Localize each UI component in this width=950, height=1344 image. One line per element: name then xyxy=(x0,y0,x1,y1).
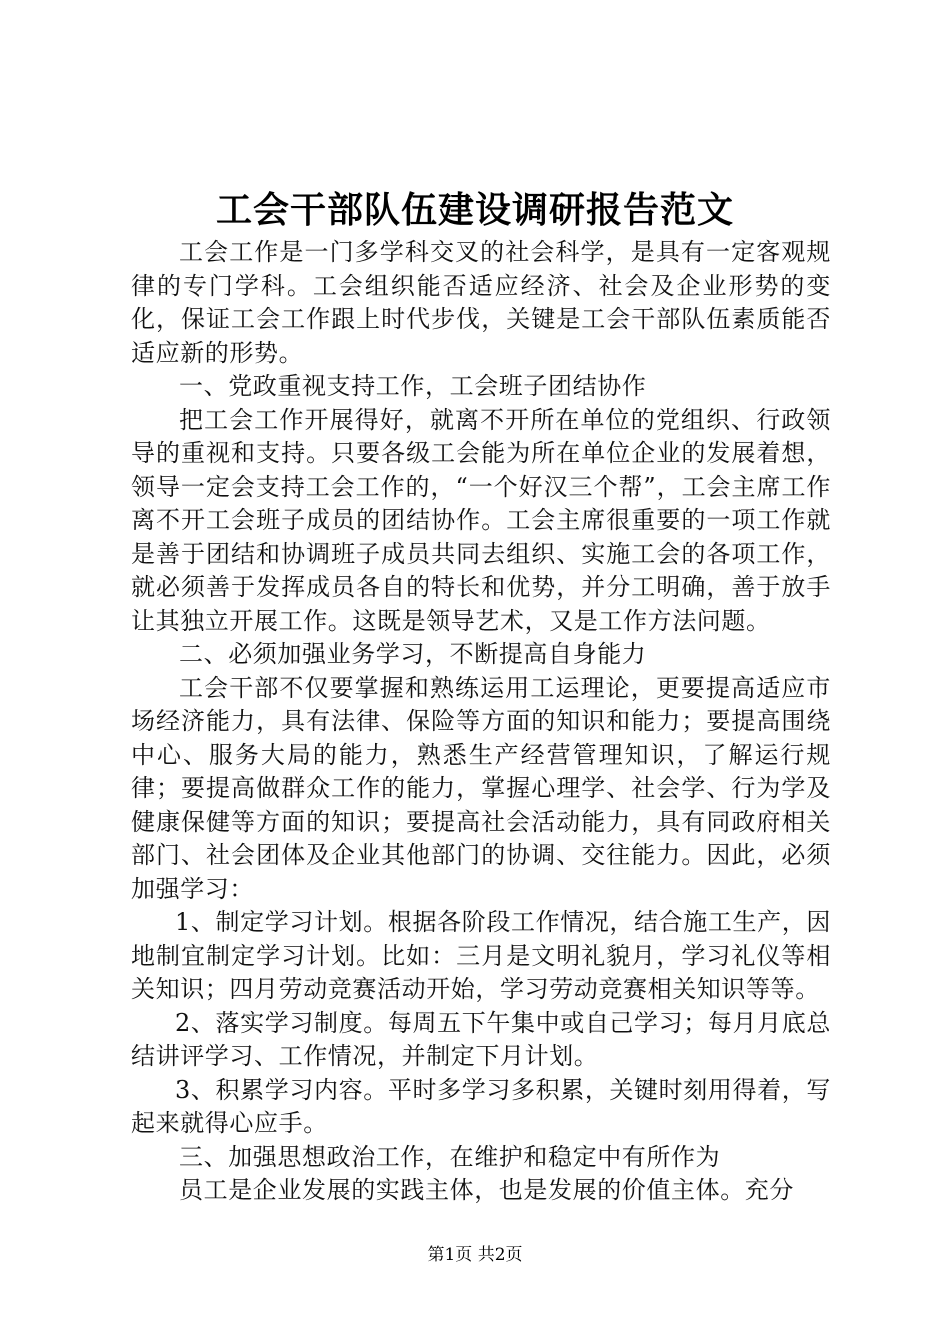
section-heading-1: 一、党政重视支持工作，工会班子团结协作 xyxy=(179,372,647,400)
section-heading-2: 二、必须加强业务学习，不断提高自身能力 xyxy=(179,640,647,668)
paragraph-section-1: 把工会工作开展得好，就离不开所在单位的党组织、行政领导的重视和支持。只要各级工会能为所在单位企业的发展着想，领导一定会支持工会工作的，“一个好汉三个帮”，工会主席工作离不开工会班子成员的团结协作。工会主席很重要的一项工作就是善于团结和协调班子成员共同去组织、实施工会的各项工作，就必须善于发挥成员各自的特长和优势，并分工明确，善于放手让其独立开展工作。这既是领导艺术，又是工作方法问题。 xyxy=(131,405,831,635)
page-footer: 第1页 共2页 xyxy=(427,1245,523,1265)
section-heading-3: 三、加强思想政治工作，在维护和稳定中有所作为 xyxy=(179,1142,721,1171)
paragraph-intro: 工会工作是一门多学科交叉的社会科学，是具有一定客观规律的专门学科。工会组织能否适应经济、社会及企业形势的变化，保证工会工作跟上时代步伐，关键是工会干部队伍素质能否适应新的形势。 xyxy=(131,238,831,367)
numbered-item-3: 3、积累学习内容。平时多学习多积累，关键时刻用得着，写起来就得心应手。 xyxy=(131,1075,831,1137)
numbered-item-2: 2、落实学习制度。每周五下午集中或自己学习；每月月底总结讲评学习、工作情况，并制定下月计划。 xyxy=(131,1008,831,1070)
paragraph-section-2: 工会干部不仅要掌握和熟练运用工运理论，更要提高适应市场经济能力，具有法律、保险等方面的知识和能力；要提高围绕中心、服务大局的能力，熟悉生产经营管理知识，了解运行规律；要提高做群众工作的能力，掌握心理学、社会学、行为学及健康保健等方面的知识；要提高社会活动能力，具有同政府相关部门、社会团体及企业其他部门的协调、交往能力。因此，必须加强学习： xyxy=(131,673,831,903)
page-title: 工会干部队伍建设调研报告范文 xyxy=(215,189,734,231)
paragraph-section-3: 员工是企业发展的实践主体，也是发展的价值主体。充分 xyxy=(179,1176,794,1204)
numbered-item-1: 1、制定学习计划。根据各阶段工作情况，结合施工生产，因地制宜制定学习计划。比如：三月是文明礼貌月，学习礼仪等相关知识；四月劳动竞赛活动开始，学习劳动竞赛相关知识等等。 xyxy=(131,908,831,1003)
document-body xyxy=(131,236,831,1208)
